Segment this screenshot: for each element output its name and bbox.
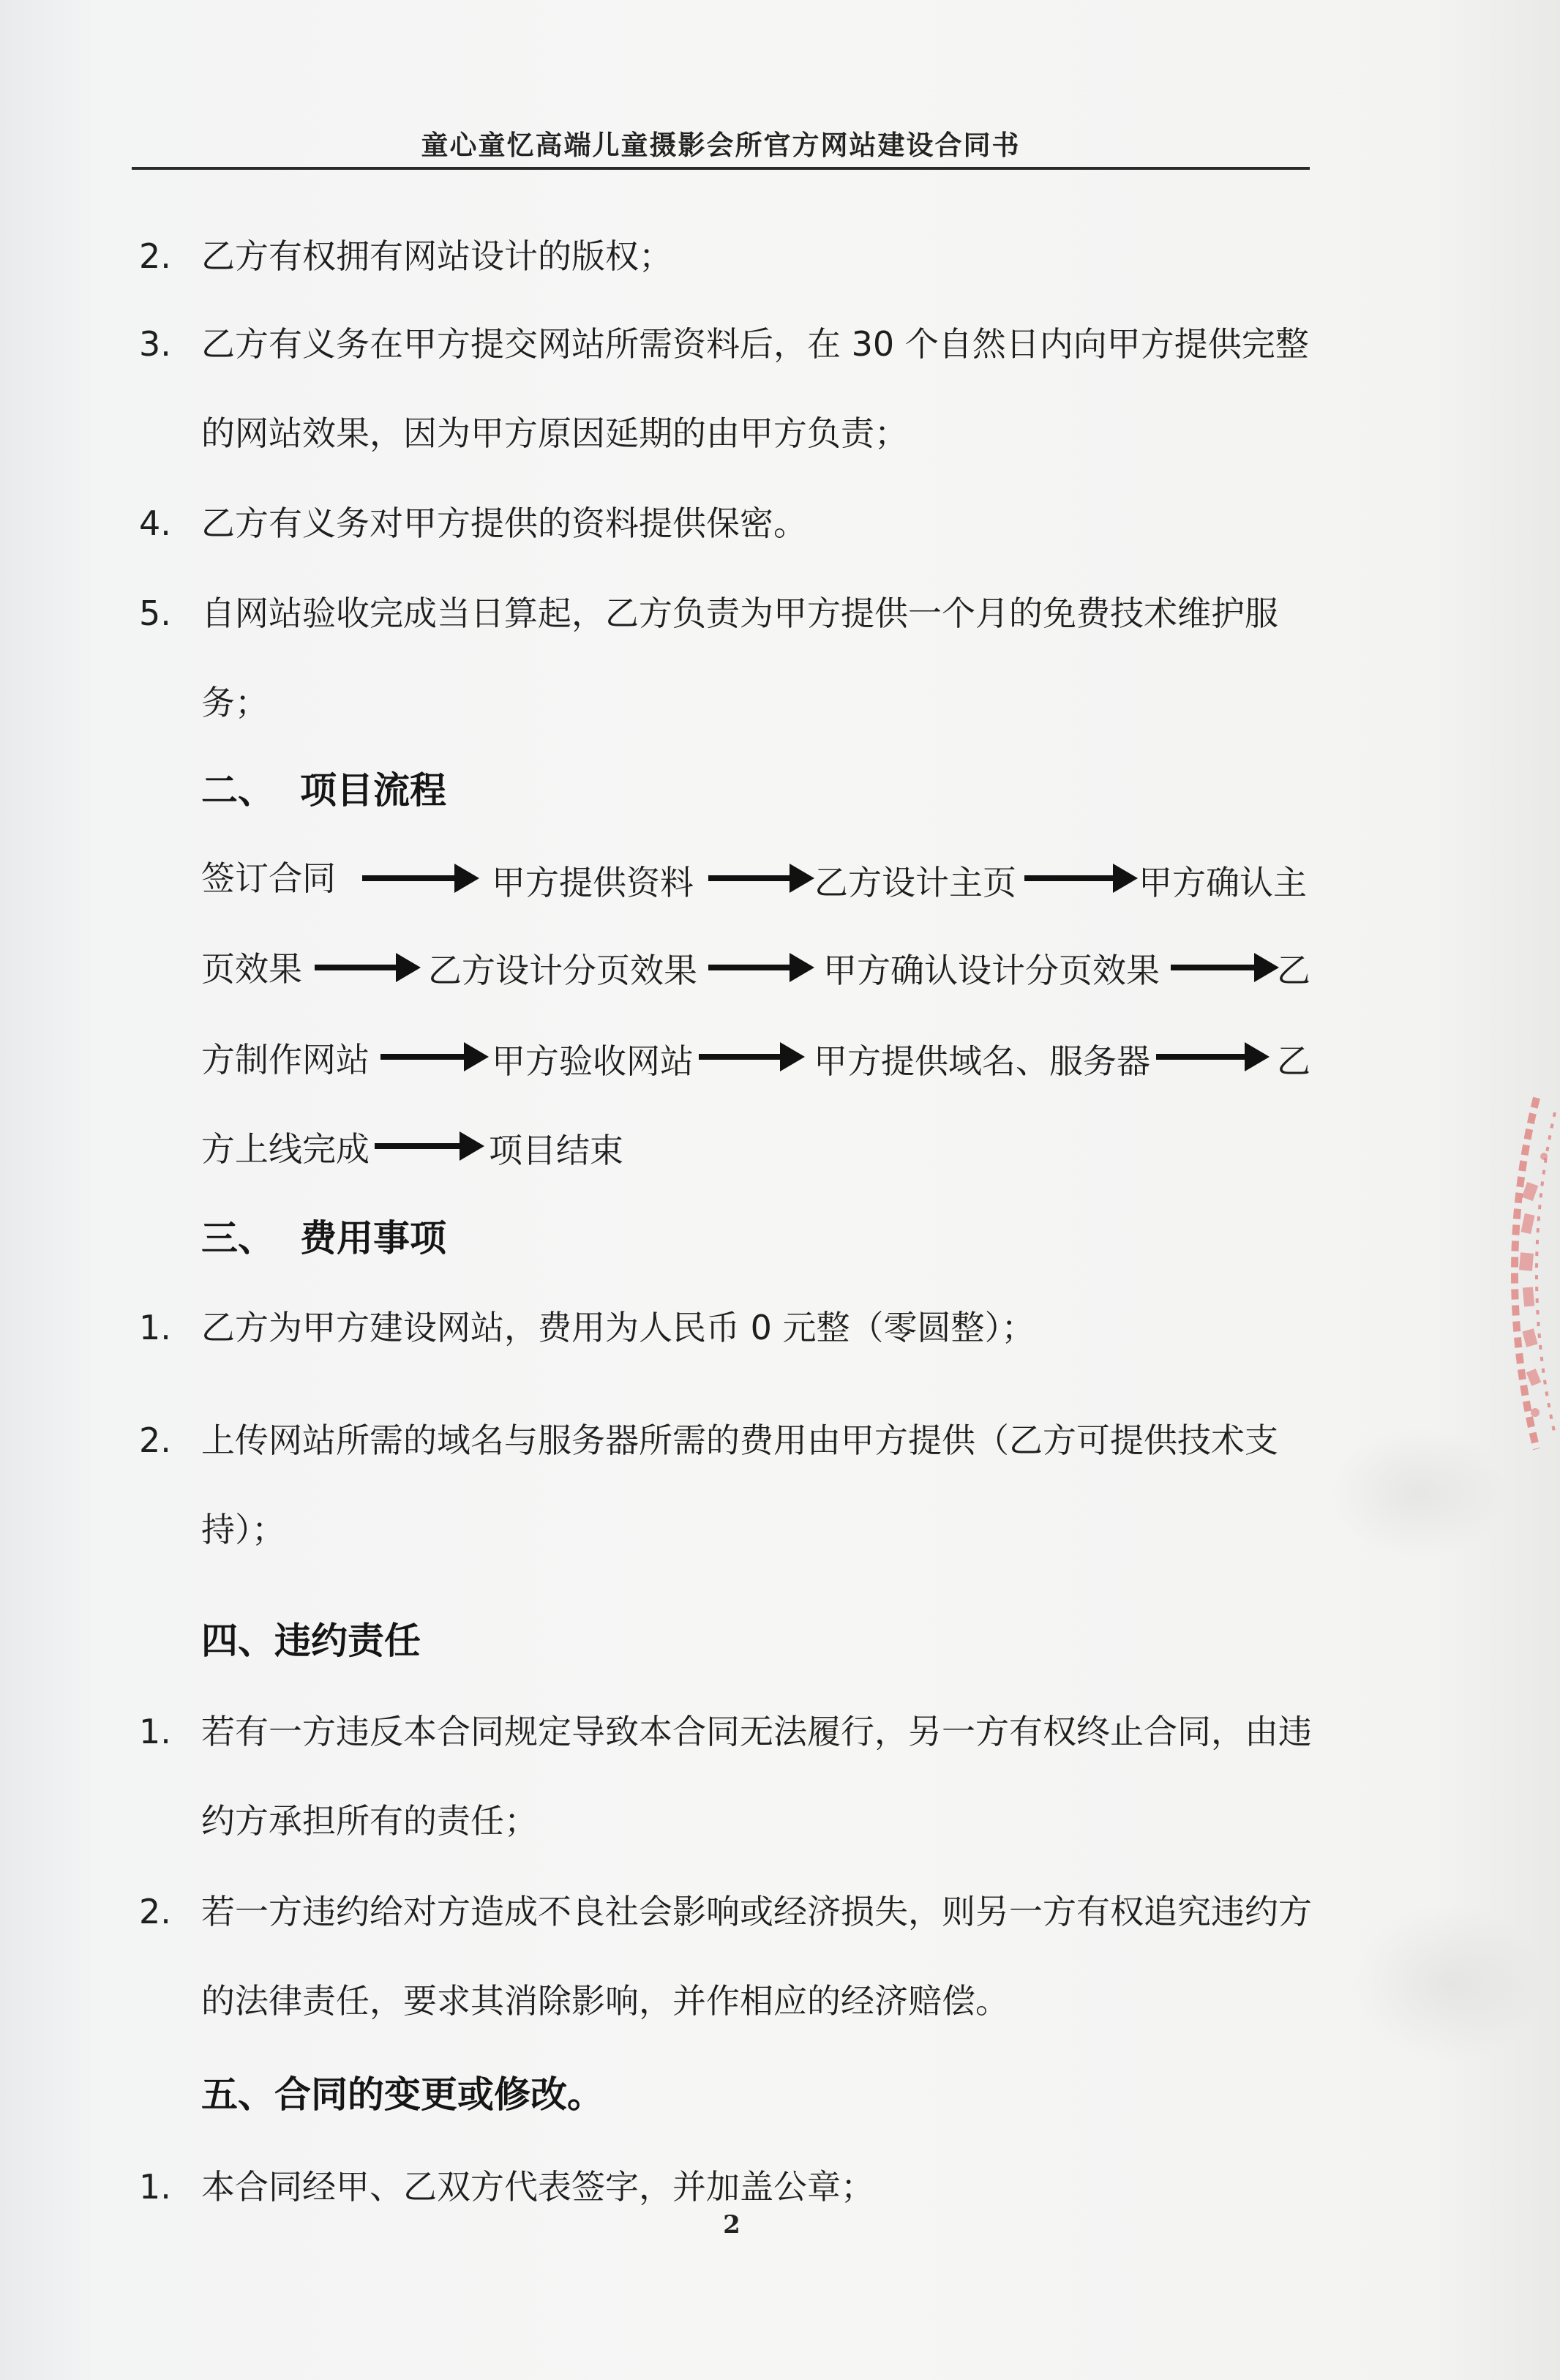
list-number: 4. xyxy=(139,504,171,543)
flow-step: 签订合同 xyxy=(201,858,336,898)
header-rule xyxy=(132,167,1310,170)
arrow-right-icon xyxy=(315,953,421,982)
section-heading-number: 二、 xyxy=(201,769,274,812)
list-number: 1. xyxy=(139,2167,171,2207)
list-item-text: 自网站验收完成当日算起，乙方负责为甲方提供一个月的免费技术维护服 xyxy=(201,594,1278,633)
flow-step: 乙方设计分页效果 xyxy=(428,951,697,990)
flow-step: 甲方验收网站 xyxy=(492,1041,694,1081)
page-number: 2 xyxy=(723,2210,740,2239)
flow-step: 页效果 xyxy=(201,949,302,989)
flow-step: 乙 xyxy=(1277,1041,1310,1081)
arrow-right-icon xyxy=(708,864,814,893)
arrow-right-icon xyxy=(1024,864,1138,893)
list-item-text: 约方承担所有的责任； xyxy=(201,1801,538,1841)
list-number: 5. xyxy=(139,594,171,633)
arrow-right-icon xyxy=(362,864,479,893)
list-number: 2. xyxy=(139,236,171,276)
arrow-right-icon xyxy=(1171,953,1279,982)
list-number: 2. xyxy=(139,1892,171,1931)
section-heading xyxy=(201,767,446,814)
list-item-text: 务； xyxy=(201,683,269,722)
section-heading-text: 项目流程 xyxy=(300,769,446,812)
flow-step: 乙方设计主页 xyxy=(814,863,1016,902)
list-item-text: 上传网站所需的域名与服务器所需的费用由甲方提供（乙方可提供技术支 xyxy=(201,1421,1278,1460)
list-item-text: 本合同经甲、乙双方代表签字，并加盖公章； xyxy=(201,2167,874,2207)
flow-step: 乙 xyxy=(1277,951,1310,990)
section-heading xyxy=(201,1215,446,1262)
list-number: 1. xyxy=(139,1308,171,1347)
section-heading-number: 三、 xyxy=(201,1217,274,1260)
list-item-text: 若一方违约给对方造成不良社会影响或经济损失，则另一方有权追究违约方 xyxy=(201,1892,1312,1931)
flow-step: 甲方提供域名、服务器 xyxy=(814,1041,1150,1081)
header-title: 童心童忆高端儿童摄影会所官方网站建设合同书 xyxy=(421,130,1021,161)
list-item-text: 乙方有义务在甲方提交网站所需资料后，在 30 个自然日内向甲方提供完整 xyxy=(201,324,1309,364)
list-item-text: 持）； xyxy=(201,1510,285,1549)
arrow-right-icon xyxy=(699,1042,805,1071)
arrow-right-icon xyxy=(375,1131,484,1161)
flow-step: 方上线完成 xyxy=(201,1129,370,1169)
list-number: 3. xyxy=(139,324,171,364)
list-item-text: 的法律责任，要求其消除影响，并作相应的经济赔偿。 xyxy=(201,1981,1009,2021)
flow-step: 甲方提供资料 xyxy=(492,863,694,902)
list-item-text: 的网站效果，因为甲方原因延期的由甲方负责； xyxy=(201,413,908,453)
flow-step: 项目结束 xyxy=(489,1131,623,1170)
red-seal-stamp-icon xyxy=(1493,1090,1560,1456)
arrow-right-icon xyxy=(1156,1042,1270,1071)
list-item-text: 乙方为甲方建设网站，费用为人民币 0 元整（零圆整）； xyxy=(201,1308,1035,1347)
paper-smudge xyxy=(1354,1903,1544,2064)
section-heading-text: 费用事项 xyxy=(300,1217,446,1260)
section-heading: 四、违约责任 xyxy=(201,1620,421,1662)
arrow-right-icon xyxy=(380,1042,489,1071)
arrow-right-icon xyxy=(708,953,814,982)
list-item-text: 乙方有义务对甲方提供的资料提供保密。 xyxy=(201,504,807,543)
flow-step: 甲方确认设计分页效果 xyxy=(823,951,1160,990)
section-heading: 五、合同的变更或修改。 xyxy=(201,2073,604,2116)
paper-smudge xyxy=(1332,1427,1507,1559)
flow-step: 方制作网站 xyxy=(201,1040,370,1079)
list-item-text: 乙方有权拥有网站设计的版权； xyxy=(201,236,672,276)
list-item-text: 若有一方违反本合同规定导致本合同无法履行，另一方有权终止合同，由违 xyxy=(201,1712,1312,1751)
list-number: 2. xyxy=(139,1421,171,1460)
flow-step: 甲方确认主 xyxy=(1139,863,1307,902)
list-number: 1. xyxy=(139,1712,171,1751)
